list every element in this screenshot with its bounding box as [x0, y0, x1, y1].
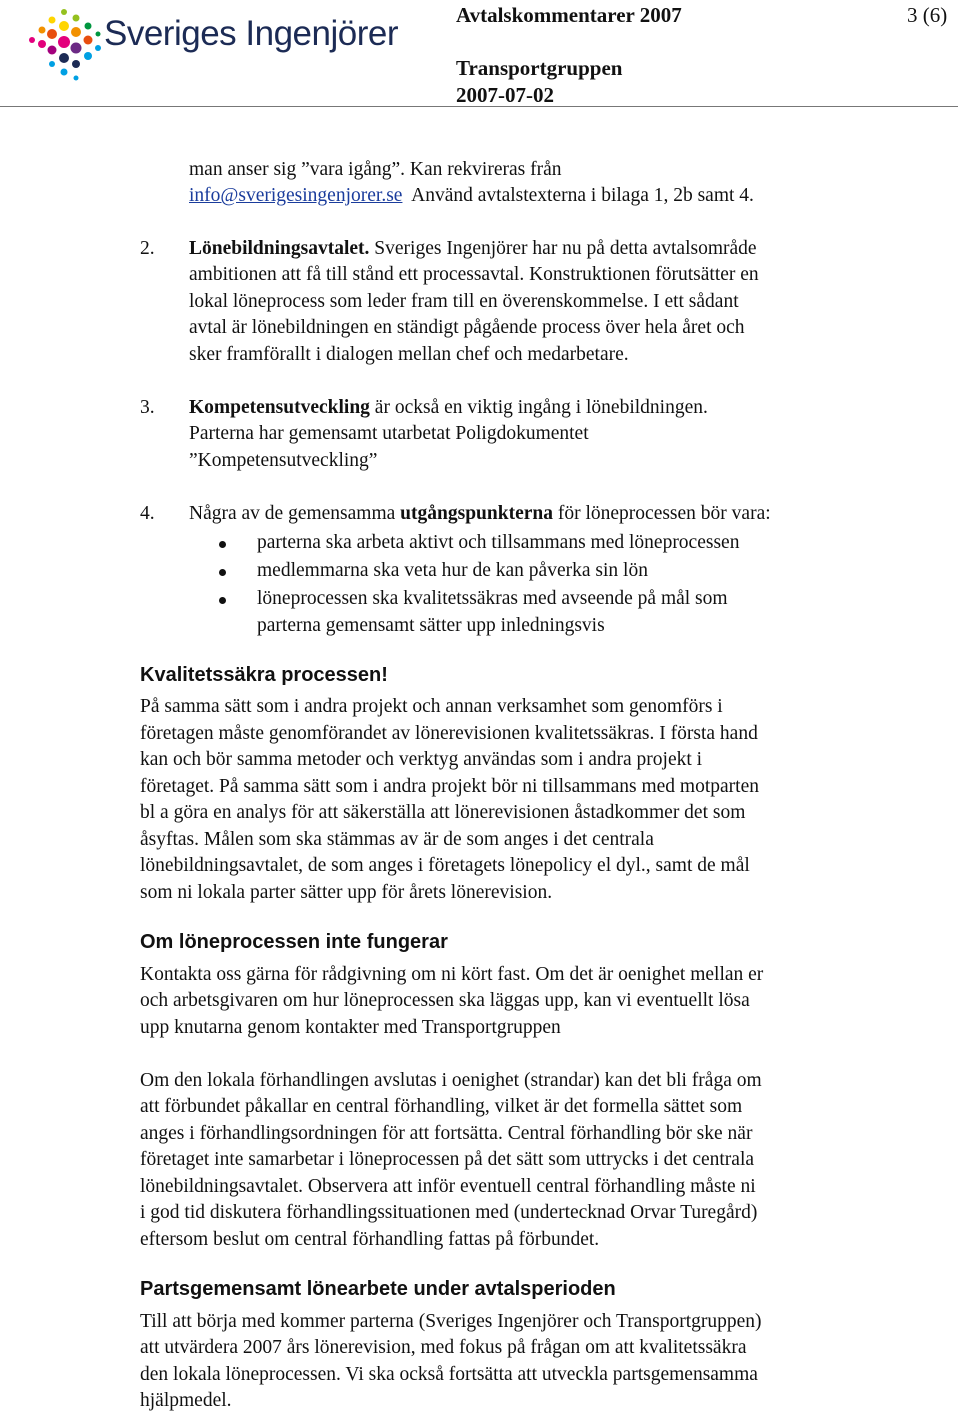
item1-line1: man anser sig ”vara igång”. Kan rekvireras från [189, 159, 562, 180]
failure-line: lönebildningsavtalet. Observera att inför eventuell central förhandling måste ni [140, 1176, 756, 1197]
quality-line: lönebildningsavtalet, de som anges i företagets lönepolicy el dyl., samt de mål [140, 855, 750, 876]
item2-line2: ambitionen att få till stånd ett processavtal. Konstruktionen förutsätter en [189, 264, 759, 285]
logo-wordmark: Sveriges Ingenjörer [104, 14, 398, 53]
quality-line: bl a göra en analys för att säkerställa att lönerevisionen åstadkommer det som [140, 802, 746, 823]
item4-pre: Några av de gemensamma [189, 503, 396, 524]
document-group: Transportgruppen [456, 56, 623, 80]
failure-line: Kontakta oss gärna för rådgivning om ni kört fast. Om det är oenighet mellan er [140, 964, 764, 985]
heading-quality: Kvalitetssäkra processen! [140, 664, 388, 686]
failure-line: att förbundet påkallar en central förhandling, vilket är det formella sättet som [140, 1096, 743, 1117]
email-link[interactable]: info@sverigesingenjorer.se [189, 185, 403, 206]
failure-line: Om den lokala förhandlingen avslutas i oenighet (strandar) kan det bli fråga om [140, 1070, 762, 1091]
item2-line1-rest: Sveriges Ingenjörer har nu på detta avtalsområde [374, 238, 757, 259]
document-title: Avtalskommentarer 2007 [456, 3, 682, 27]
item3-line1-rest: är också en viktig ingång i lönebildningen. [374, 397, 708, 418]
item3-line3: ”Kompetensutveckling” [189, 450, 378, 471]
quality-line: åsyftas. Målen som ska stämmas av är de som anges i det centrala [140, 829, 654, 850]
failure-line: eftersom beslut om central förhandling fattas på förbundet. [140, 1229, 600, 1250]
item2-title: Lönebildningsavtalet. [189, 238, 370, 259]
failure-line: anges i förhandlingsordningen för att fortsätta. Central förhandling bör ske när [140, 1123, 753, 1144]
bullet-icon [219, 597, 226, 604]
page-header [0, 0, 960, 110]
joint-line: den lokala löneprocessen. Vi ska också fortsätta att utveckla partsgemensamma [140, 1364, 758, 1385]
item3-title: Kompetensutveckling [189, 397, 370, 418]
failure-line: upp knutarna genom kontakter med Transportgruppen [140, 1017, 561, 1038]
header-divider [0, 106, 958, 107]
item2-line4: avtal är lönebildningen en ständigt pågående process över hela året och [189, 317, 745, 338]
item4-line1 [189, 501, 771, 528]
list-item-continuation: parterna gemensamt sätter upp inledningsvis [257, 615, 605, 636]
item4-number: 4. [140, 503, 155, 524]
list-item: löneprocessen ska kvalitetssäkras med avseende på mål som [257, 588, 728, 609]
joint-line: hjälpmedel. [140, 1390, 232, 1411]
item2-number: 2. [140, 238, 155, 259]
item3-line1 [189, 395, 708, 422]
bullet-icon [219, 541, 226, 548]
item4-post: för löneprocessen bör vara: [557, 503, 771, 524]
item1-line2 [189, 183, 754, 210]
quality-line: kan och bör samma metoder och verktyg användas som i andra projekt i [140, 749, 703, 770]
item3-number: 3. [140, 397, 155, 418]
quality-line: På samma sätt som i andra projekt och annan verksamhet som genomförs i [140, 696, 723, 717]
quality-line: som ni lokala parter sätter upp för årets lönerevision. [140, 882, 553, 903]
joint-line: att utvärdera 2007 års lönerevision, med fokus på frågan om att kvalitetssäkra [140, 1337, 747, 1358]
heading-joint-work: Partsgemensamt lönearbete under avtalsperioden [140, 1278, 616, 1300]
failure-line: i god tid diskutera förhandlingssituationen med (undertecknad Orvar Turegård) [140, 1202, 758, 1223]
item2-line5: sker framförallt i dialogen mellan chef och medarbetare. [189, 344, 629, 365]
item2-line1 [189, 236, 757, 263]
failure-line: företaget inte samarbetar i löneprocessen på det sätt som uttrycks i det centrala [140, 1149, 755, 1170]
quality-line: företaget. På samma sätt som i andra projekt bör ni tillsammans med motparten [140, 776, 759, 797]
failure-line: och arbetsgivaren om hur löneprocessen ska läggas upp, kan vi eventuellt lösa [140, 990, 750, 1011]
heading-failure: Om löneprocessen inte fungerar [140, 931, 448, 953]
item4-bold: utgångspunkterna [400, 503, 553, 524]
list-item: parterna ska arbeta aktivt och tillsammans med löneprocessen [257, 532, 740, 553]
document-date: 2007-07-02 [456, 83, 554, 107]
list-item: medlemmarna ska veta hur de kan påverka sin lön [257, 560, 648, 581]
page-number: 3 (6) [907, 3, 948, 27]
joint-line: Till att börja med kommer parterna (Sveriges Ingenjörer och Transportgruppen) [140, 1311, 762, 1332]
quality-line: företagen måste genomförandet av lönerevisionen kvalitetssäkras. I första hand [140, 723, 758, 744]
bullet-icon [219, 569, 226, 576]
logo-dot-mark-icon [29, 9, 101, 81]
item3-line2: Parterna har gemensamt utarbetat Poligdokumentet [189, 423, 589, 444]
item2-line3: lokal löneprocess som leder fram till en överenskommelse. I ett sådant [189, 291, 739, 312]
item1-line2-rest: Använd avtalstexterna i bilaga 1, 2b samt 4. [411, 185, 754, 206]
